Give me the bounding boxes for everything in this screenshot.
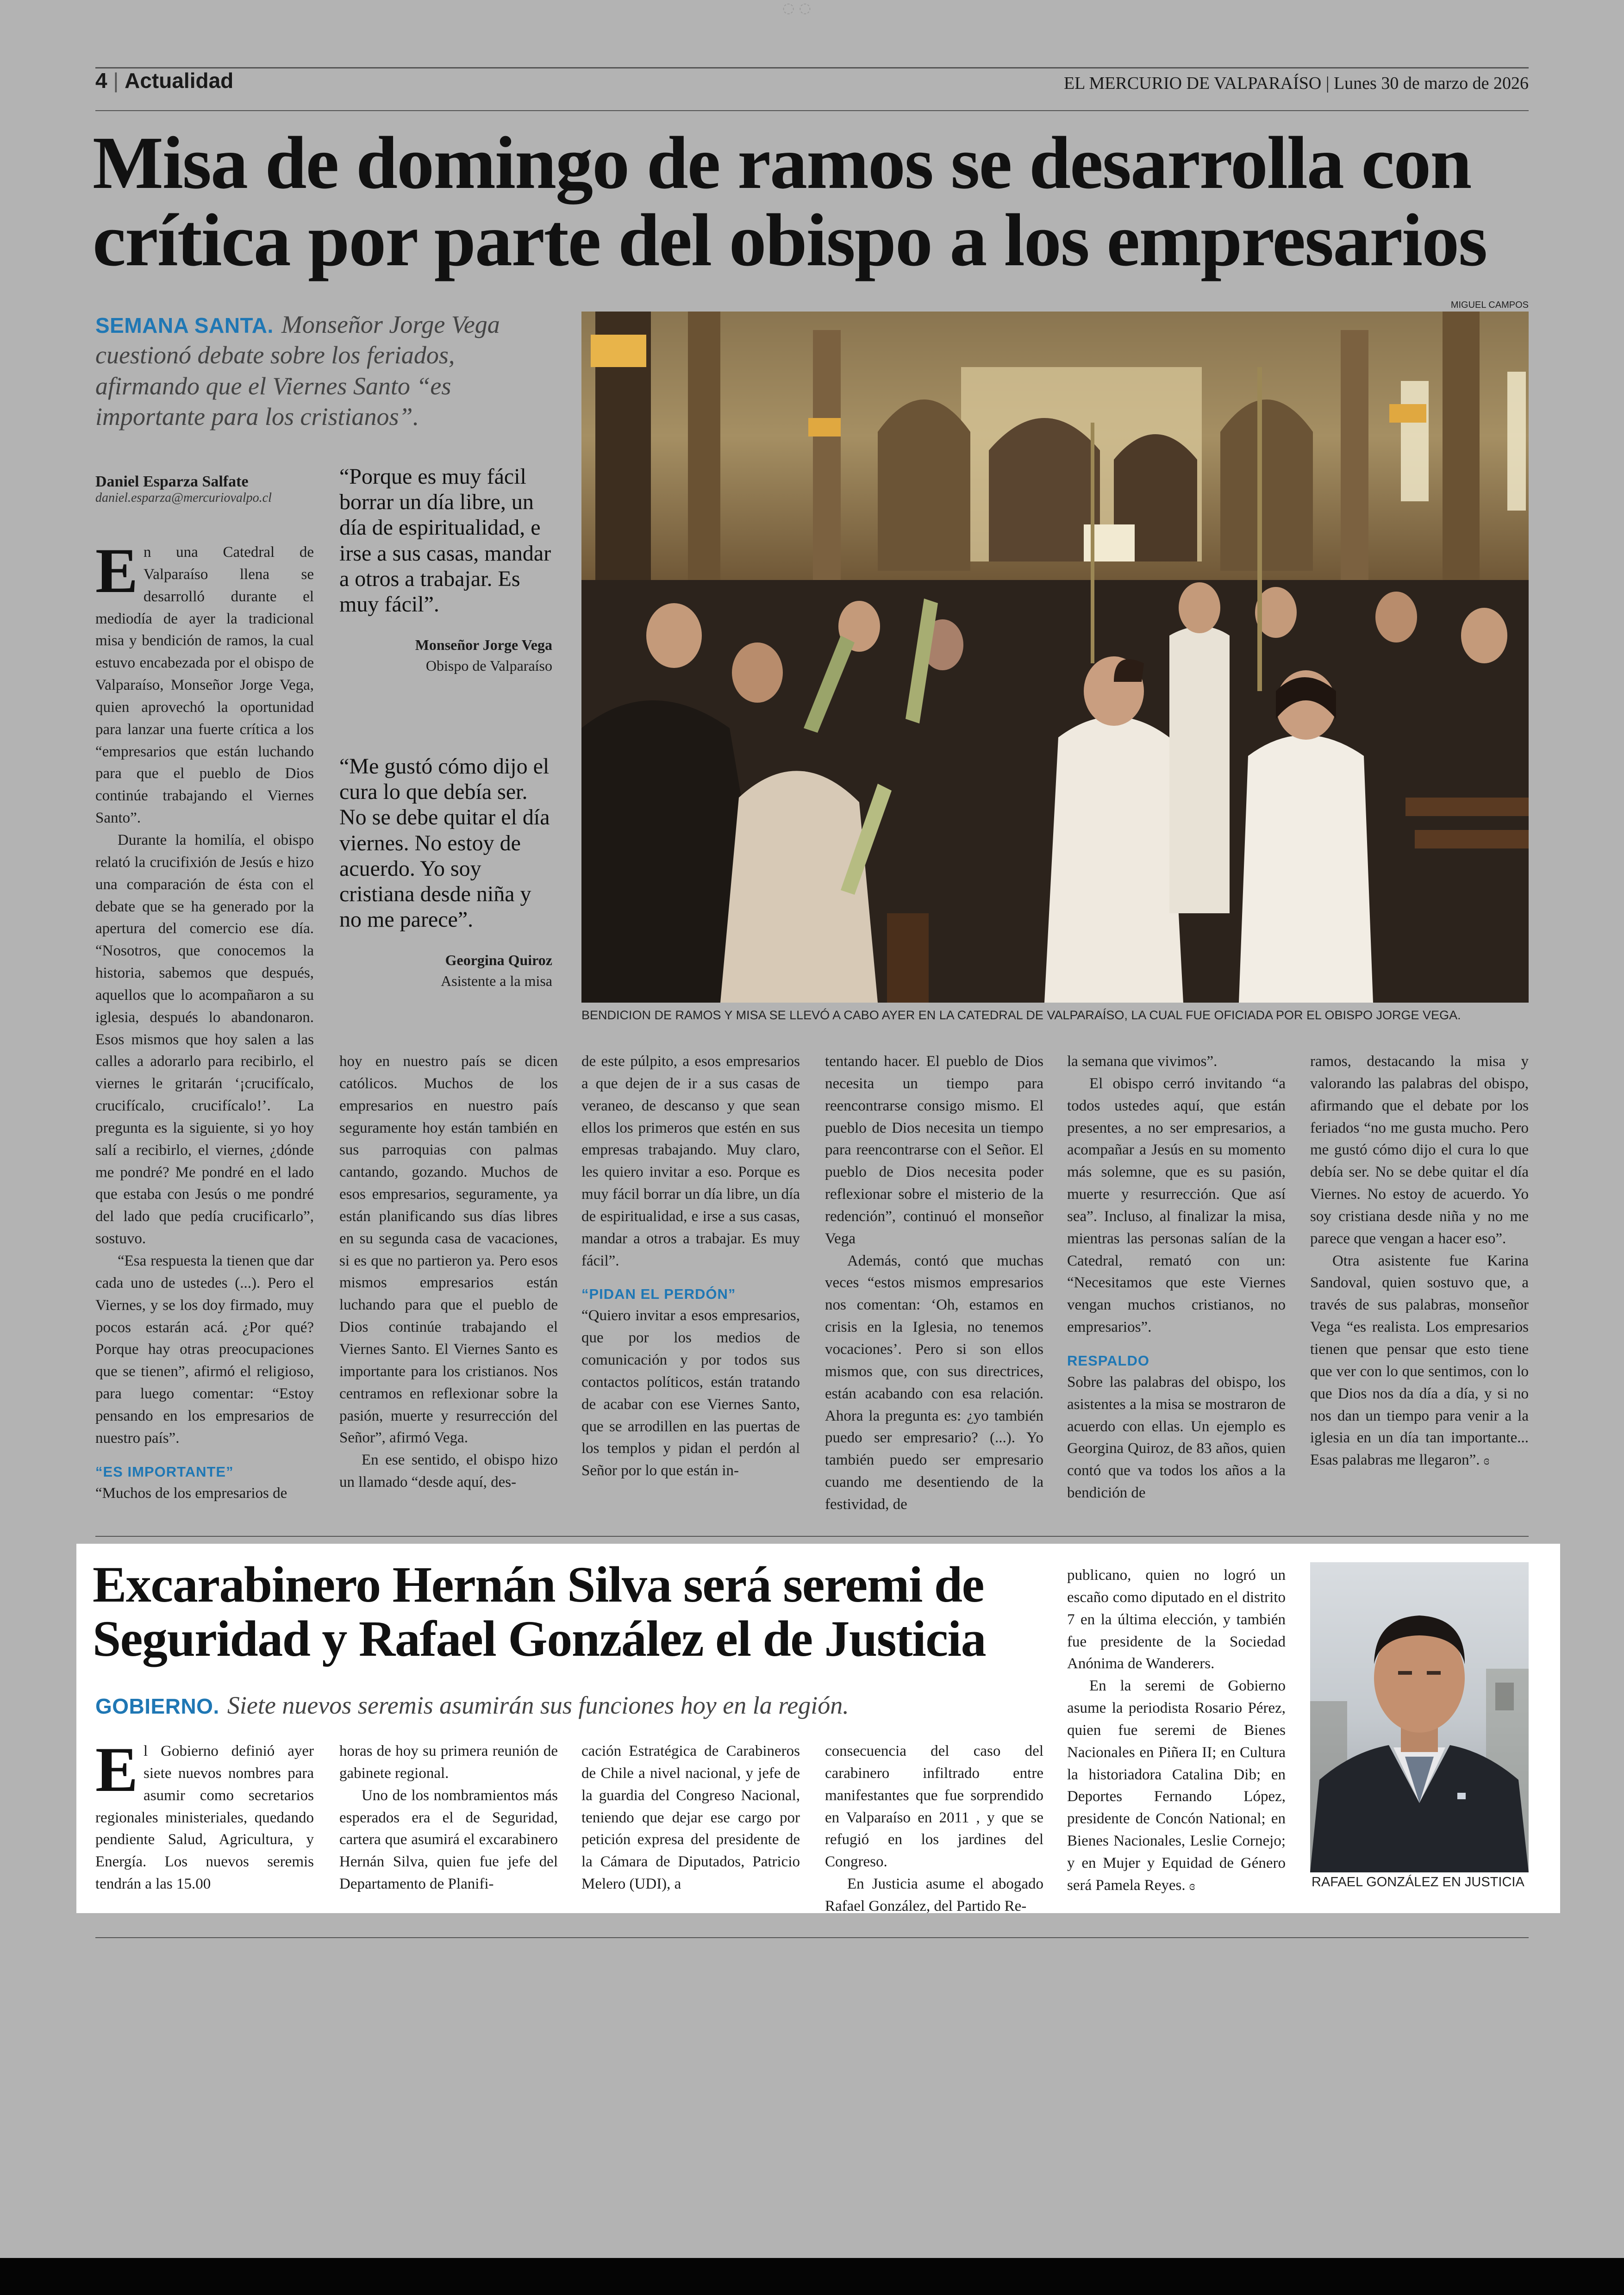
page-number: 4 (95, 69, 107, 93)
byline (95, 473, 336, 505)
seremi-col5-para2-text: En la seremi de Gobierno asume la periodista Rosario Pérez, quien fue seremi de Bienes Nacionales en Piñera II; en Cultura la historiadora Catalina Dib; en Deportes Fernando López, presidente de Concón National; en Bienes Nacionales, Leslie Cornejo; y en Mujer y Equidad de Género será Pamela Reyes. (1067, 1678, 1286, 1894)
main-col6-para2-text: Otra asistente fue Karina Sandoval, quien sostuvo que, a través de sus palabras, monseñor Vega “es realista. Los empresarios tienen que pensar que esto tiene que ver con lo que sentimos, con lo que Dios nos da día a día, y si no nos dan un tiempo para venir a la iglesia en un día tan importante... Esas palabras me llegaron”. (1310, 1252, 1529, 1469)
main-photo-caption: BENDICION DE RAMOS Y MISA SE LLEVÓ A CABO AYER EN LA CATEDRAL DE VALPARAÍSO, LA CUAL FUE OFICIADA POR EL OBISPO JORGE VEGA. (581, 1008, 1461, 1022)
bottom-bar (0, 2258, 1624, 2295)
main-col1-para1-text: n una Catedral de Valparaíso llena se desarrolló durante el mediodía de ayer la tradicional misa y bendición de ramos, la cual estuvo encabezada por el obispo de Valparaíso, Monseñor Jorge Vega, quien aprovechó la oportunidad para lanzar una fuerte crítica a los “empresarios que están luchando para que el pueblo de Dios continúe trabajando el Viernes Santo”. (95, 544, 314, 827)
photo-illustration (581, 312, 1529, 1003)
main-col3-para1: de este púlpito, a esos empresarios a que dejen de ir a sus casas de veraneo, de descanso y que sean ellos los primeros que estén en sus empresas trabajando. Muy claro, les quiero invitar a eso. Porque es muy fácil borrar un día libre, un día de espiritualidad, e irse a sus casas, mandar a otros a trabajar. Es muy fácil”. (581, 1053, 800, 1269)
main-article-col3 (581, 1051, 800, 1482)
seremi-drop-cap: E (95, 1734, 138, 1805)
main-article-col5 (1067, 1051, 1286, 1504)
seremi-col2-para2: Uno de los nombramientos más esperados era el de Seguridad, cartera que asumirá el excarabinero Hernán Silva, quien fue jefe del Departamento de Planifi- (339, 1787, 558, 1893)
pull-quote-bishop-name: Monseñor Jorge Vega (415, 636, 552, 654)
main-col1-para1 (95, 535, 314, 829)
cathedral-photo (581, 312, 1529, 1003)
seremi-headline-line1: Excarabinero Hernán Silva será seremi de (93, 1556, 984, 1613)
seremi-headline (93, 1558, 1065, 1665)
seremi-col3-para1: cación Estratégica de Carabineros de Chile a nivel nacional, y jefe de la guardia del Congreso Nacional, teniendo que dejar ese cargo por petición expresa del presidente de la Cámara de Diputados, Patricio Melero (UDI), a (581, 1743, 800, 1893)
subhead-es-importante: “ES IMPORTANTE” (95, 1463, 234, 1480)
seremi-kicker: GOBIERNO. (95, 1694, 219, 1718)
drop-cap: E (95, 535, 138, 606)
page-bottom-rule (95, 1937, 1529, 1938)
pull-quote-bishop-role: Obispo de Valparaíso (425, 657, 552, 674)
main-headline (93, 122, 1537, 282)
issue-date: Lunes 30 de marzo de 2026 (1333, 74, 1529, 93)
portrait-photo (1310, 1562, 1529, 1872)
main-col2-para1: hoy en nuestro país se dicen católicos. Muchos de los empresarios en nuestro país seguramente hoy están también en sus parroquias con palmas cantando, gozando. Muchos de esos empresarios, seguramente, ya están planificando sus días libres en su segunda casa de vacaciones, si es que no partieron ya. Pero esos mismos empresarios están luchando para que el pueblo de Dios continúe trabajando el Viernes Santo. El Viernes Santo es importante para los cristianos. Nos centramos en reflexionar sobre la pasión, muerte y resurrección del Señor”, afirmó Vega. (339, 1053, 558, 1447)
pull-quote-bishop (339, 464, 552, 676)
page-indicator: ◌ ◌ (782, 0, 811, 16)
seremi-col5 (1067, 1565, 1286, 1897)
main-col4-para2: Además, contó que muchas veces “estos mismos empresarios nos comentan: ‘Oh, estamos en crisis en la Iglesia, no tenemos vocaciones’. Pero si son ellos mismos que, con sus directrices, están acabando con esa relación. Ahora la pregunta es: ¿yo también puedo ser empresario? (...). Yo también puedo ser empresario cuando me desentiendo de la festividad, de (825, 1252, 1043, 1513)
pull-quote-bishop-text: “Porque es muy fácil borrar un día libre, un día de espiritualidad, e irse a sus casas, mandar a otros a trabajar. Es muy fácil”. (339, 464, 551, 617)
main-col5-para3: Sobre las palabras del obispo, los asistentes a la misa se mostraron de acuerdo con ellas. Un ejemplo es Georgina Quiroz, de 83 años, quien contó que va todos los años a la bendición de (1067, 1373, 1286, 1502)
seremi-col1-para1 (95, 1734, 314, 1896)
main-col1-para2: Durante la homilía, el obispo relató la crucifixión de Jesús e hizo una comparación de ésta con el debate que se ha generado por la apertura del comercio ese día. “Nosotros, que conocemos la historia, sabemos que después, aquellos que lo acompañaron a su iglesia, después lo abandonaron. Esos mismos que hoy salen a las calles a adorarlo para recibirlo, el viernes le gritarán ‘¡crucifícalo, crucifícalo, crucifícalo!’. La pregunta es la siguiente, si yo hoy salí a recibirlo, el viernes, ¿dónde me pondré? Me pondré en el lado que estaba con Jesús o me pondré del lado que pedía crucificarlo”, sostuvo. (95, 831, 314, 1247)
main-col1-para4: “Muchos de los empresarios de (95, 1484, 287, 1502)
main-col5-para1: la semana que vivimos”. (1067, 1053, 1218, 1070)
seremi-deck-text: Siete nuevos seremis asumirán sus funciones hoy en la región. (227, 1691, 849, 1719)
author-name: Daniel Esparza Salfate (95, 473, 249, 490)
pull-quote-attendee-text: “Me gustó cómo dijo el cura lo que debía ser. No se debe quitar el día viernes. No estoy de acuerdo. Yo soy cristiana desde niña y no me parece”. (339, 754, 550, 932)
main-headline-line1: Misa de domingo de ramos se desarrolla con (93, 122, 1471, 205)
seremi-col1-para1-text: l Gobierno definió ayer siete nuevos nombres para asumir como secretarios regionales ministeriales, quedando pendiente Salud, Agricultura, y Energía. Los nuevos seremis tendrán a las 15.00 (95, 1743, 314, 1893)
main-headline-line2: crítica por parte del obispo a los empresarios (93, 199, 1487, 282)
subhead-pidan-el-perdon: “PIDAN EL PERDÓN” (581, 1286, 736, 1303)
newspaper-name: EL MERCURIO DE VALPARAÍSO (1063, 74, 1322, 93)
main-col4-para1: tentando hacer. El pueblo de Dios necesita un tiempo para reencontrarse consigo mismo. El pueblo de Dios necesita un tiempo para reencontrarse con el Señor. El pueblo de Dios necesita poder reflexionar sobre el misterio de la redención”, continuó el monseñor Vega (825, 1053, 1043, 1247)
seremi-col4-para1: consecuencia del caso del carabinero infiltrado entre manifestantes que fue sorprendido en Valparaíso en 2011 , y que se refugió en los jardines del Congreso. (825, 1743, 1043, 1871)
main-col1-para3: “Esa respuesta la tienen que dar cada uno de ustedes (...). Pero el Viernes, y se los doy firmado, muy pocos estarán acá. ¿Por qué? Porque hay otras preocupaciones que se tienen”, afirmó el religioso, para luego comentar: “Estoy pensando en los empresarios de nuestro país”. (95, 1253, 314, 1447)
seremi-col1 (95, 1734, 314, 1896)
seremi-deck (95, 1690, 1068, 1720)
photo-credit: MIGUEL CAMPOS (1450, 300, 1529, 310)
main-kicker: SEMANA SANTA. (95, 313, 274, 337)
seremi-col3 (581, 1740, 800, 1896)
end-mark: ɞ (1483, 1453, 1490, 1468)
pull-quote-attendee-role: Asistente a la misa (441, 973, 552, 990)
portrait-illustration (1310, 1562, 1529, 1872)
main-deck (95, 309, 540, 432)
page-section-label: 4 | Actualidad (95, 69, 234, 93)
subhead-respaldo: RESPALDO (1067, 1352, 1149, 1369)
seremi-col4-para2: En Justicia asume el abogado Rafael González, del Partido Re- (825, 1876, 1043, 1915)
seremi-headline-line2: Seguridad y Rafael González el de Justicia (93, 1610, 986, 1667)
article-divider-rule (95, 1536, 1529, 1537)
main-article-col4 (825, 1051, 1043, 1516)
masthead-info: EL MERCURIO DE VALPARAÍSO | Lunes 30 de marzo de 2026 (1063, 74, 1529, 93)
main-deck-text: Monseñor Jorge Vega cuestionó debate sobre los feriados, afirmando que el Viernes Santo “es importante para los cristianos”. (95, 311, 500, 431)
pull-quote-attendee-name: Georgina Quiroz (445, 952, 552, 969)
main-col6-para2 (1310, 1250, 1529, 1472)
header-top-rule (95, 67, 1529, 69)
pull-quote-attendee (339, 754, 552, 992)
main-article-col2 (339, 1051, 558, 1494)
main-col3-para2: “Quiero invitar a esos empresarios, que por los medios de comunicación y por todos sus contactos políticos, están tratando de acabar con ese Viernes Santo, que se arrodillen en las puertas de los templos y pidan el perdón al Señor por lo que están in- (581, 1307, 800, 1479)
main-col6-para1: ramos, destacando la misa y valorando las palabras del obispo, afirmando que el debate por los feriados “no me gusta mucho. Pero me gustó cómo dijo el cura lo que debía ser. No se debe quitar el día Viernes. No estoy de acuerdo. Yo soy cristiana desde niña y no me parece que vengan a hacer eso”. (1310, 1053, 1529, 1247)
seremi-col5-para2 (1067, 1675, 1286, 1896)
seremi-col2-para1: horas de hoy su primera reunión de gabinete regional. (339, 1743, 558, 1782)
header-bottom-rule (95, 110, 1529, 111)
section-title: Actualidad (125, 69, 234, 93)
seremi-col4 (825, 1740, 1043, 1918)
portrait-caption: RAFAEL GONZÁLEZ EN JUSTICIA (1312, 1875, 1524, 1890)
seremi-end-mark: ɞ (1189, 1878, 1195, 1893)
author-email: daniel.esparza@mercuriovalpo.cl (95, 491, 272, 505)
seremi-col2 (339, 1740, 558, 1896)
main-article-col1 (95, 535, 314, 1504)
main-col2-para2: En ese sentido, el obispo hizo un llamado “desde aquí, des- (339, 1452, 558, 1491)
main-col5-para2: El obispo cerró invitando “a todos ustedes aquí, que están presentes, a no ser empresarios, a acompañar a Jesús en su momento más solemne, que es su pasión, muerte y resurrección. Que así sea”. Incluso, al finalizar la misa, mientras las personas salían de la Catedral, remató con un: “Necesitamos que este Viernes vengan muchos cristianos, no empresarios”. (1067, 1075, 1286, 1336)
main-article-col6 (1310, 1051, 1529, 1472)
seremi-col5-para1: publicano, quien no logró un escaño como diputado en el distrito 7 en la última elección, y también fue presidente de la Sociedad Anónima de Wanderers. (1067, 1567, 1286, 1672)
